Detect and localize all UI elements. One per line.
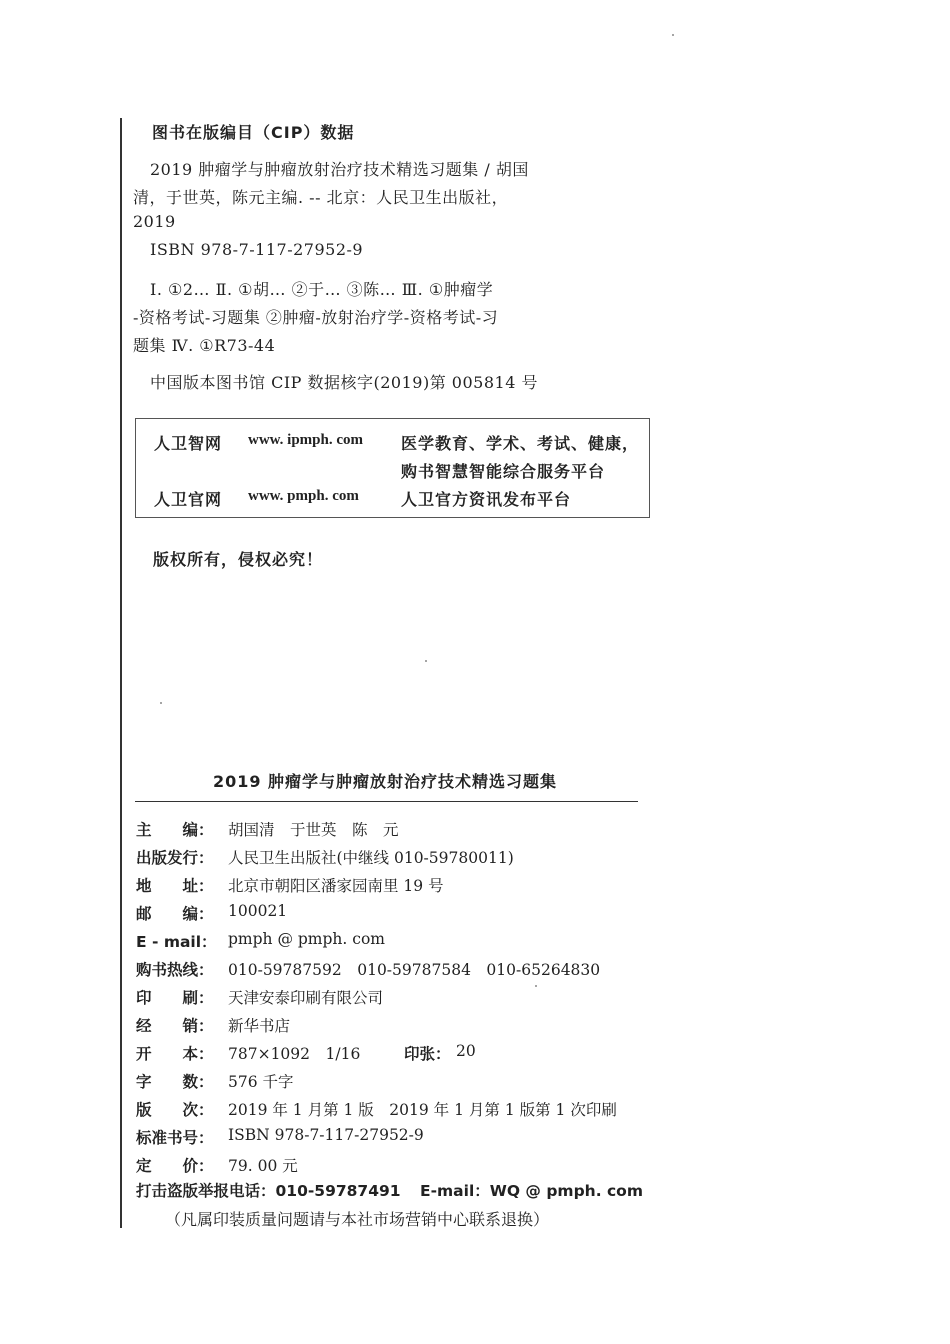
scan-speck bbox=[160, 702, 162, 704]
website-desc: 购书智慧智能综合服务平台 bbox=[401, 462, 606, 481]
piracy-hotline: 打击盗版举报电话：010-59787491 bbox=[136, 1182, 401, 1200]
info-value: 576 千字 bbox=[228, 1073, 294, 1091]
divider bbox=[135, 801, 638, 802]
info-label: 版 次： bbox=[136, 1101, 214, 1119]
cip-classification: 题集 Ⅳ. ①R73-44 bbox=[133, 336, 276, 355]
website-box bbox=[135, 418, 650, 518]
info-value: 胡国清 于世英 陈 元 bbox=[228, 821, 399, 839]
cip-title: 图书在版编目（CIP）数据 bbox=[152, 123, 355, 142]
info-value: 新华书店 bbox=[228, 1017, 291, 1035]
info-value: 787×1092 1/16 bbox=[228, 1045, 361, 1063]
info-value: 2019 年 1 月第 1 版 2019 年 1 月第 1 版第 1 次印刷 bbox=[228, 1101, 617, 1119]
info-value: 79. 00 元 bbox=[228, 1157, 298, 1175]
info-label: 定 价： bbox=[136, 1157, 214, 1175]
info-label: 印张： bbox=[404, 1045, 451, 1063]
website-name: 人卫官网 bbox=[154, 490, 223, 509]
email-value[interactable]: pmph @ pmph. com bbox=[228, 930, 385, 948]
website-desc: 人卫官方资讯发布平台 bbox=[401, 490, 572, 509]
cip-data-number: 中国版本图书馆 CIP 数据核字(2019)第 005814 号 bbox=[150, 373, 538, 392]
info-label: 标准书号： bbox=[136, 1129, 214, 1147]
cip-classification: Ⅰ. ①2… Ⅱ. ①胡… ②于… ③陈… Ⅲ. ①肿瘤学 bbox=[150, 280, 494, 299]
info-label: 字 数： bbox=[136, 1073, 214, 1091]
cip-line: 2019 bbox=[133, 212, 176, 231]
cip-isbn: ISBN 978-7-117-27952-9 bbox=[150, 240, 364, 259]
info-label: 地 址： bbox=[136, 877, 214, 895]
cip-line: 2019 肿瘤学与肿瘤放射治疗技术精选习题集 / 胡国 bbox=[150, 160, 529, 179]
info-value: 人民卫生出版社(中继线 010-59780011) bbox=[228, 849, 514, 867]
info-label: 印 刷： bbox=[136, 989, 214, 1007]
quality-note: （凡属印装质量问题请与本社市场营销中心联系退换） bbox=[165, 1210, 550, 1229]
info-value: 北京市朝阳区潘家园南里 19 号 bbox=[228, 877, 444, 895]
website-desc: 医学教育、学术、考试、健康， bbox=[401, 434, 640, 453]
info-label: 购书热线： bbox=[136, 961, 214, 979]
info-label: 开 本： bbox=[136, 1045, 214, 1063]
scan-speck bbox=[535, 985, 537, 987]
copyright-notice: 版权所有，侵权必究！ bbox=[153, 550, 324, 569]
cip-classification: -资格考试-习题集 ②肿瘤-放射治疗学-资格考试-习 bbox=[133, 308, 499, 327]
info-value: 20 bbox=[456, 1042, 476, 1060]
piracy-email[interactable]: E-mail：WQ @ pmph. com bbox=[420, 1182, 643, 1200]
website-name: 人卫智网 bbox=[154, 434, 223, 453]
website-url[interactable]: www. pmph. com bbox=[248, 488, 359, 504]
info-value: 100021 bbox=[228, 902, 288, 920]
info-label: 出版发行： bbox=[136, 849, 214, 867]
info-value: 010-59787592 010-59787584 010-65264830 bbox=[228, 961, 601, 979]
info-label: 主 编： bbox=[136, 821, 214, 839]
book-title: 2019 肿瘤学与肿瘤放射治疗技术精选习题集 bbox=[212, 772, 558, 791]
info-label: E - mail： bbox=[136, 933, 217, 951]
scan-speck bbox=[425, 660, 427, 662]
cip-line: 清，于世英，陈元主编. -- 北京：人民卫生出版社， bbox=[133, 188, 509, 207]
website-url[interactable]: www. ipmph. com bbox=[248, 432, 364, 448]
scan-speck bbox=[672, 34, 674, 36]
info-value: ISBN 978-7-117-27952-9 bbox=[228, 1126, 424, 1144]
info-label: 邮 编： bbox=[136, 905, 214, 923]
info-value: 天津安泰印刷有限公司 bbox=[228, 989, 384, 1007]
margin-rule bbox=[120, 118, 122, 1228]
info-label: 经 销： bbox=[136, 1017, 214, 1035]
